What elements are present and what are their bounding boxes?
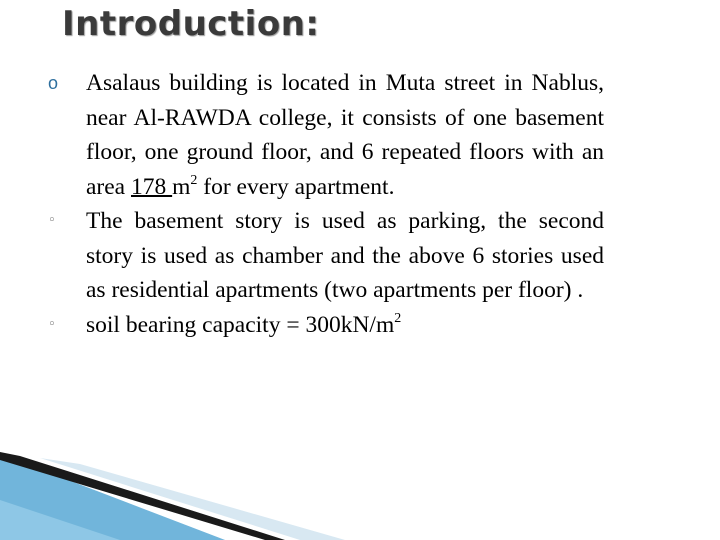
bullet-marker-icon: ◦	[48, 316, 56, 332]
bullet-text	[86, 312, 401, 338]
area-exponent: 2	[190, 172, 198, 188]
bullet-text	[86, 70, 604, 200]
area-unit: m	[172, 173, 191, 200]
bullet-item-soil	[48, 308, 604, 343]
bullet-item-stories	[48, 204, 604, 308]
bullet-item-building	[48, 66, 604, 204]
bullet-text: The basement story is used as parking, the second story is used as chamber and the above 6 stories used as residential apartments (two apartments per floor) .	[86, 208, 604, 303]
bullet-text-part: soil bearing capacity = 300kN/m	[86, 311, 395, 338]
slide-body	[48, 66, 604, 342]
area-value: 178	[131, 173, 173, 200]
bullet-text-part: for every apartment.	[197, 173, 395, 200]
unit-exponent: 2	[394, 310, 402, 326]
decorative-swoosh	[0, 440, 720, 540]
bullet-marker-icon: o	[48, 73, 59, 93]
slide-title: Introduction:	[62, 4, 320, 44]
bullet-text-part: Asalaus building is located in Muta street in Nablus, near Al-RAWDA college, it consists of one basement floor, one ground floor, and 6 repeated floors with an area	[86, 70, 604, 200]
bullet-marker-icon: ◦	[48, 213, 56, 228]
